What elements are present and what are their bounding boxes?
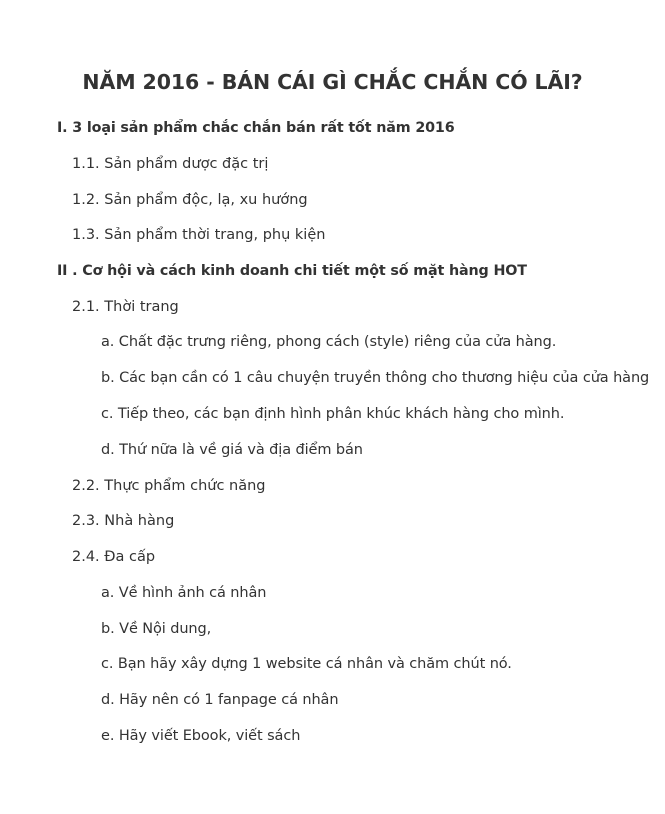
outline-item-2-1: 2.1. Thời trang — [72, 299, 179, 315]
outline-item-2-4: 2.4. Đa cấp — [72, 549, 156, 565]
outline-subitem-2-4-d: d. Hãy nên có 1 fanpage cá nhân — [101, 692, 339, 708]
section-heading-1: I. 3 loại sản phẩm chắc chắn bán rất tốt năm 2016 — [57, 120, 455, 136]
outline-subitem-2-4-a: a. Về hình ảnh cá nhân — [101, 585, 267, 601]
outline-item-2-2: 2.2. Thực phẩm chức năng — [72, 478, 266, 494]
outline-item-2-3: 2.3. Nhà hàng — [72, 513, 175, 529]
outline-item-1-3: 1.3. Sản phẩm thời trang, phụ kiện — [72, 227, 326, 243]
outline-subitem-2-4-c: c. Bạn hãy xây dựng 1 website cá nhân và chăm chút nó. — [101, 656, 512, 672]
outline-subitem-2-1-d: d. Thứ nữa là về giá và địa điểm bán — [101, 442, 363, 458]
outline-subitem-2-1-c: c. Tiếp theo, các bạn định hình phân khúc khách hàng cho mình. — [101, 406, 565, 422]
outline-subitem-2-1-b: b. Các bạn cần có 1 câu chuyện truyền thông cho thương hiệu của cửa hàng — [101, 370, 650, 386]
outline-subitem-2-4-b: b. Về Nội dung, — [101, 621, 212, 637]
outline-item-1-1: 1.1. Sản phẩm dược đặc trị — [72, 156, 269, 172]
section-heading-2: II . Cơ hội và cách kinh doanh chi tiết một số mặt hàng HOT — [57, 263, 527, 279]
outline-subitem-2-1-a: a. Chất đặc trưng riêng, phong cách (style) riêng của cửa hàng. — [101, 334, 557, 350]
outline-subitem-2-4-e: e. Hãy viết Ebook, viết sách — [101, 728, 301, 744]
document-title: NĂM 2016 - BÁN CÁI GÌ CHẮC CHẮN CÓ LÃI? — [82, 70, 583, 94]
outline-item-1-2: 1.2. Sản phẩm độc, lạ, xu hướng — [72, 192, 308, 208]
